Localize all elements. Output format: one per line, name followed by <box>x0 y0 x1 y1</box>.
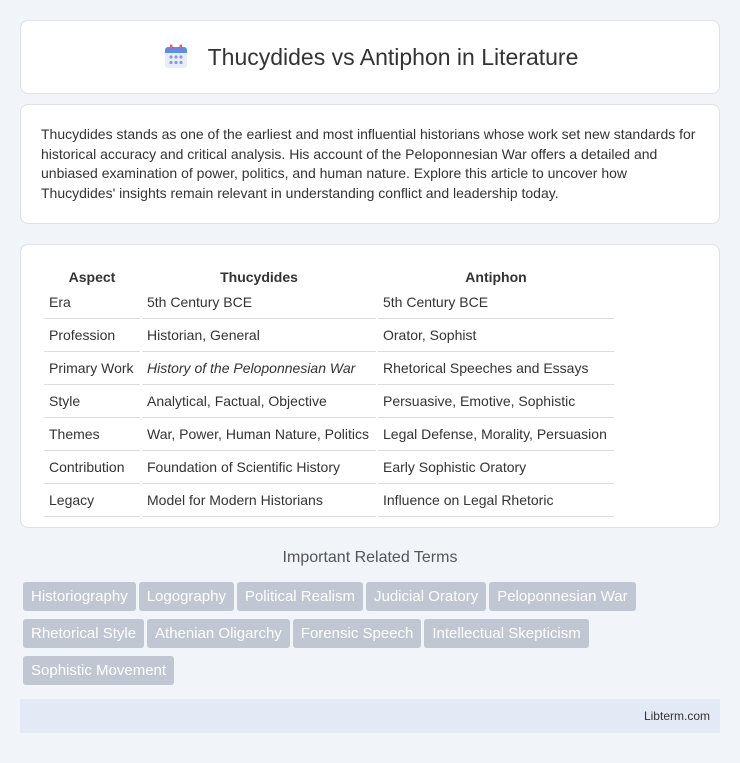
cell-aspect: Primary Work <box>44 354 140 385</box>
cell-aspect: Themes <box>44 420 140 451</box>
cell-thucydides: Historian, General <box>142 321 376 352</box>
tag-rhetorical-style[interactable]: Rhetorical Style <box>23 619 144 648</box>
table-row <box>44 420 614 451</box>
footer <box>20 699 720 733</box>
header-antiphon: Antiphon <box>465 269 527 285</box>
cell-thucydides: Foundation of Scientific History <box>142 453 376 484</box>
tag-historiography[interactable]: Historiography <box>23 582 136 611</box>
comparison-card <box>20 244 720 528</box>
page-title: Thucydides vs Antiphon in Literature <box>207 43 579 70</box>
cell-antiphon: Early Sophistic Oratory <box>378 453 614 484</box>
calendar-icon <box>162 43 190 71</box>
cell-aspect: Legacy <box>44 486 140 517</box>
cell-antiphon: Persuasive, Emotive, Sophistic <box>378 387 614 418</box>
header-aspect: Aspect <box>68 269 116 285</box>
table-row <box>44 288 614 319</box>
header-thucydides: Thucydides <box>220 269 298 285</box>
cell-thucydides: War, Power, Human Nature, Politics <box>142 420 376 451</box>
tag-intellectual-skepticism[interactable]: Intellectual Skepticism <box>424 619 588 648</box>
cell-thucydides: Analytical, Factual, Objective <box>142 387 376 418</box>
cell-aspect: Era <box>44 288 140 319</box>
table-row <box>44 387 614 418</box>
cell-thucydides: Model for Modern Historians <box>142 486 376 517</box>
cell-antiphon: 5th Century BCE <box>378 288 614 319</box>
cell-antiphon: Legal Defense, Morality, Persuasion <box>378 420 614 451</box>
cell-aspect: Style <box>44 387 140 418</box>
table-header-row <box>44 267 614 286</box>
header-card <box>20 20 720 94</box>
related-terms-title: Important Related Terms <box>282 549 458 566</box>
tag-sophistic-movement[interactable]: Sophistic Movement <box>23 656 174 685</box>
tag-forensic-speech[interactable]: Forensic Speech <box>293 619 422 648</box>
cell-thucydides: History of the Peloponnesian War <box>142 354 376 385</box>
table-row <box>44 486 614 517</box>
tag-peloponnesian-war[interactable]: Peloponnesian War <box>489 582 635 611</box>
tag-judicial-oratory[interactable]: Judicial Oratory <box>366 582 486 611</box>
related-terms-list <box>23 582 723 693</box>
tag-athenian-oligarchy[interactable]: Athenian Oligarchy <box>147 619 290 648</box>
intro-card <box>20 104 720 224</box>
tag-logography[interactable]: Logography <box>139 582 234 611</box>
cell-aspect: Profession <box>44 321 140 352</box>
cell-antiphon: Influence on Legal Rhetoric <box>378 486 614 517</box>
intro-text: Thucydides stands as one of the earliest and most influential historians whose work set new standards for historical accuracy and critical analysis. His account of the Peloponnesian War offers a detailed and unbiased examination of power, politics, and human nature. Explore this article to uncover how Thucydides' insights remain relevant in understanding conflict and leadership today. <box>41 126 696 201</box>
table-row <box>44 354 614 385</box>
table-row <box>44 453 614 484</box>
tag-political-realism[interactable]: Political Realism <box>237 582 363 611</box>
cell-antiphon: Orator, Sophist <box>378 321 614 352</box>
cell-thucydides: 5th Century BCE <box>142 288 376 319</box>
footer-site-link[interactable]: Libterm.com <box>643 709 710 723</box>
cell-antiphon: Rhetorical Speeches and Essays <box>378 354 614 385</box>
table-row <box>44 321 614 352</box>
cell-aspect: Contribution <box>44 453 140 484</box>
comparison-table <box>42 265 616 519</box>
